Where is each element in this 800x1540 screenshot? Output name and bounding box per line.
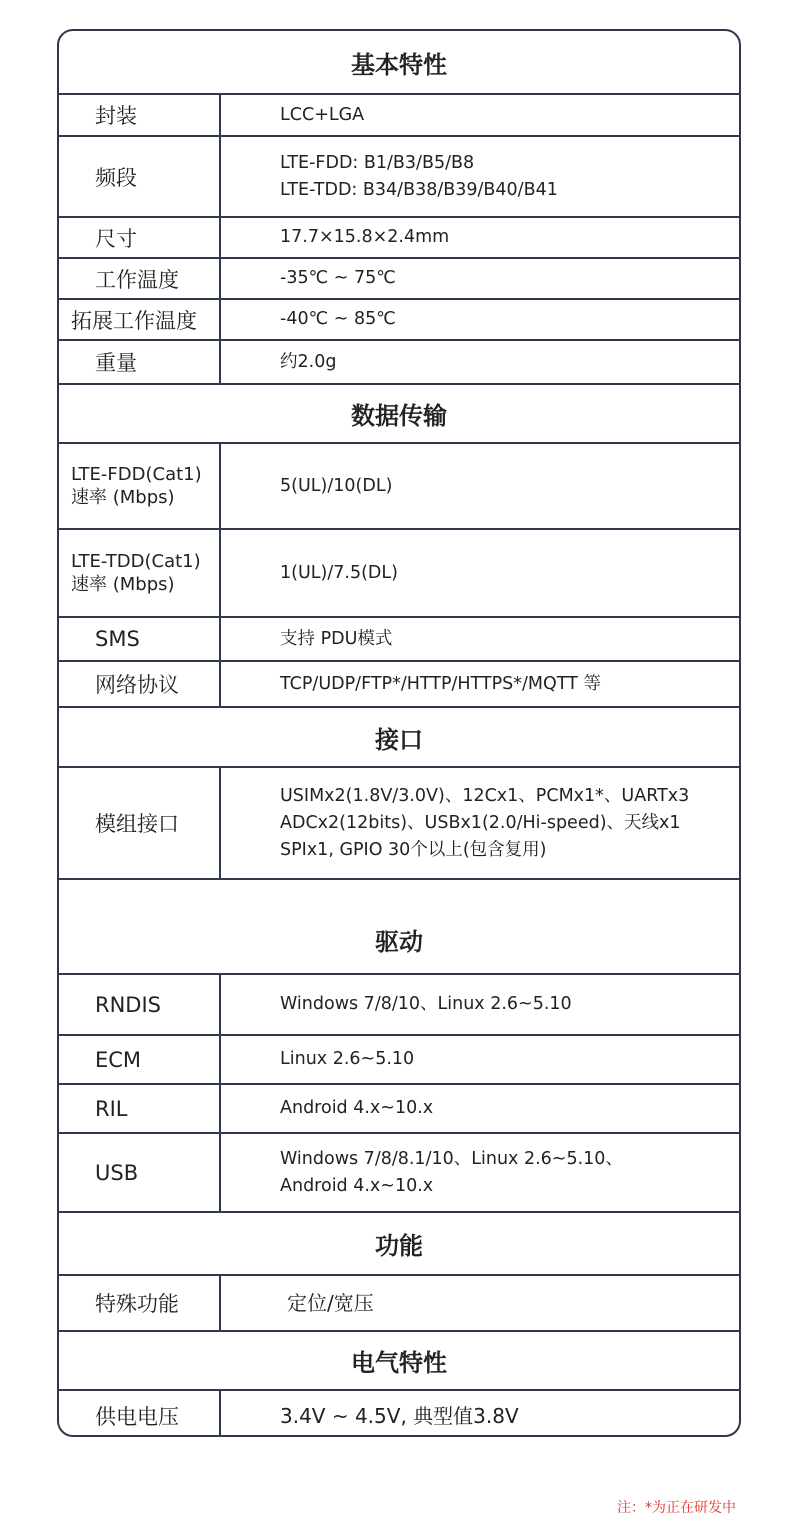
row-label: 频段: [59, 137, 221, 216]
row-label: 工作温度: [59, 259, 221, 298]
row-weight: [59, 341, 739, 385]
section-title: 功能: [375, 1232, 423, 1260]
row-rndis: [59, 975, 739, 1036]
value-text: 定位/宽压: [287, 1290, 374, 1315]
row-value: [221, 1085, 739, 1132]
section-electrical-header: [59, 1332, 739, 1391]
row-label: 供电电压: [59, 1391, 221, 1437]
value-text: Windows 7/8/8.1/10、Linux 2.6~5.10、: [280, 1148, 623, 1169]
value-text: ADCx2(12bits)、USBx1(2.0/Hi-speed)、天线x1: [280, 812, 681, 833]
row-ril: [59, 1085, 739, 1134]
section-driver-header: [59, 880, 739, 975]
row-label: 网络协议: [59, 662, 221, 706]
row-value: [221, 1134, 739, 1211]
row-label: 拓展工作温度: [59, 300, 221, 339]
row-voltage: [59, 1391, 739, 1437]
value-text: 17.7×15.8×2.4mm: [280, 227, 450, 247]
value-text: 5(UL)/10(DL): [280, 475, 393, 496]
value-text: LCC+LGA: [280, 104, 365, 125]
section-title: 电气特性: [351, 1349, 447, 1377]
row-value: [221, 1036, 739, 1083]
row-module-interface: [59, 768, 739, 880]
spec-table: [57, 29, 741, 1437]
value-text: 1(UL)/7.5(DL): [280, 562, 398, 583]
value-text: LTE-FDD: B1/B3/B5/B8: [280, 152, 475, 173]
row-label: 特殊功能: [59, 1276, 221, 1330]
section-function-header: [59, 1213, 739, 1276]
row-label: RIL: [59, 1085, 221, 1132]
row-value: [221, 618, 739, 660]
value-text: Linux 2.6~5.10: [280, 1049, 415, 1069]
row-protocol: [59, 662, 739, 708]
section-data-header: [59, 385, 739, 444]
row-value: [221, 1276, 739, 1330]
value-text: SPIx1, GPIO 30个以上(包含复用): [280, 839, 547, 860]
value-text: -35℃ ~ 75℃: [280, 268, 396, 288]
row-value: [221, 768, 739, 878]
row-label: ECM: [59, 1036, 221, 1083]
row-label: 封装: [59, 95, 221, 135]
row-label: 模组接口: [59, 768, 221, 878]
row-value: [221, 662, 739, 706]
row-value: [221, 444, 739, 528]
value-text: Android 4.x~10.x: [280, 1175, 434, 1196]
row-value: [221, 1391, 739, 1437]
row-size: [59, 218, 739, 259]
label-line: 速率 (Mbps): [71, 487, 175, 508]
value-text: Windows 7/8/10、Linux 2.6~5.10: [280, 994, 572, 1014]
value-text: 约2.0g: [280, 351, 337, 372]
section-basic-header: [59, 31, 739, 95]
row-special-function: [59, 1276, 739, 1332]
row-label: [59, 444, 221, 528]
row-label: SMS: [59, 618, 221, 660]
row-label: RNDIS: [59, 975, 221, 1034]
row-band: [59, 137, 739, 218]
row-value: [221, 300, 739, 339]
section-title: 数据传输: [351, 402, 447, 430]
row-value: [221, 137, 739, 216]
row-value: [221, 341, 739, 383]
value-text: 支持 PDU模式: [280, 628, 393, 649]
row-value: [221, 218, 739, 257]
row-usb: [59, 1134, 739, 1213]
row-sms: [59, 618, 739, 662]
section-title: 接口: [375, 725, 423, 754]
label-line: 速率 (Mbps): [71, 574, 175, 595]
row-label: USB: [59, 1134, 221, 1211]
label-line: LTE-TDD(Cat1): [71, 551, 201, 572]
value-text: USIMx2(1.8V/3.0V)、12Cx1、PCMx1*、UARTx3: [280, 785, 690, 806]
row-label: 重量: [59, 341, 221, 383]
row-ecm: [59, 1036, 739, 1085]
footnote: 注：*为正在研发中: [617, 1500, 736, 1516]
row-value: [221, 530, 739, 616]
section-title: 驱动: [375, 928, 423, 956]
row-label: [59, 530, 221, 616]
row-package: [59, 95, 739, 137]
row-ext-temp: [59, 300, 739, 341]
section-interface-header: [59, 708, 739, 768]
row-work-temp: [59, 259, 739, 300]
value-text: TCP/UDP/FTP*/HTTP/HTTPS*/MQTT 等: [280, 673, 601, 694]
row-value: [221, 975, 739, 1034]
value-text: LTE-TDD: B34/B38/B39/B40/B41: [280, 179, 558, 200]
value-text: -40℃ ~ 85℃: [280, 309, 396, 329]
value-text: Android 4.x~10.x: [280, 1098, 434, 1118]
row-value: [221, 95, 739, 135]
row-fdd-rate: [59, 444, 739, 530]
row-value: [221, 259, 739, 298]
section-title: 基本特性: [351, 50, 447, 79]
label-line: LTE-FDD(Cat1): [71, 464, 202, 485]
row-tdd-rate: [59, 530, 739, 618]
value-text: 3.4V ~ 4.5V, 典型值3.8V: [280, 1403, 519, 1428]
row-label: 尺寸: [59, 218, 221, 257]
